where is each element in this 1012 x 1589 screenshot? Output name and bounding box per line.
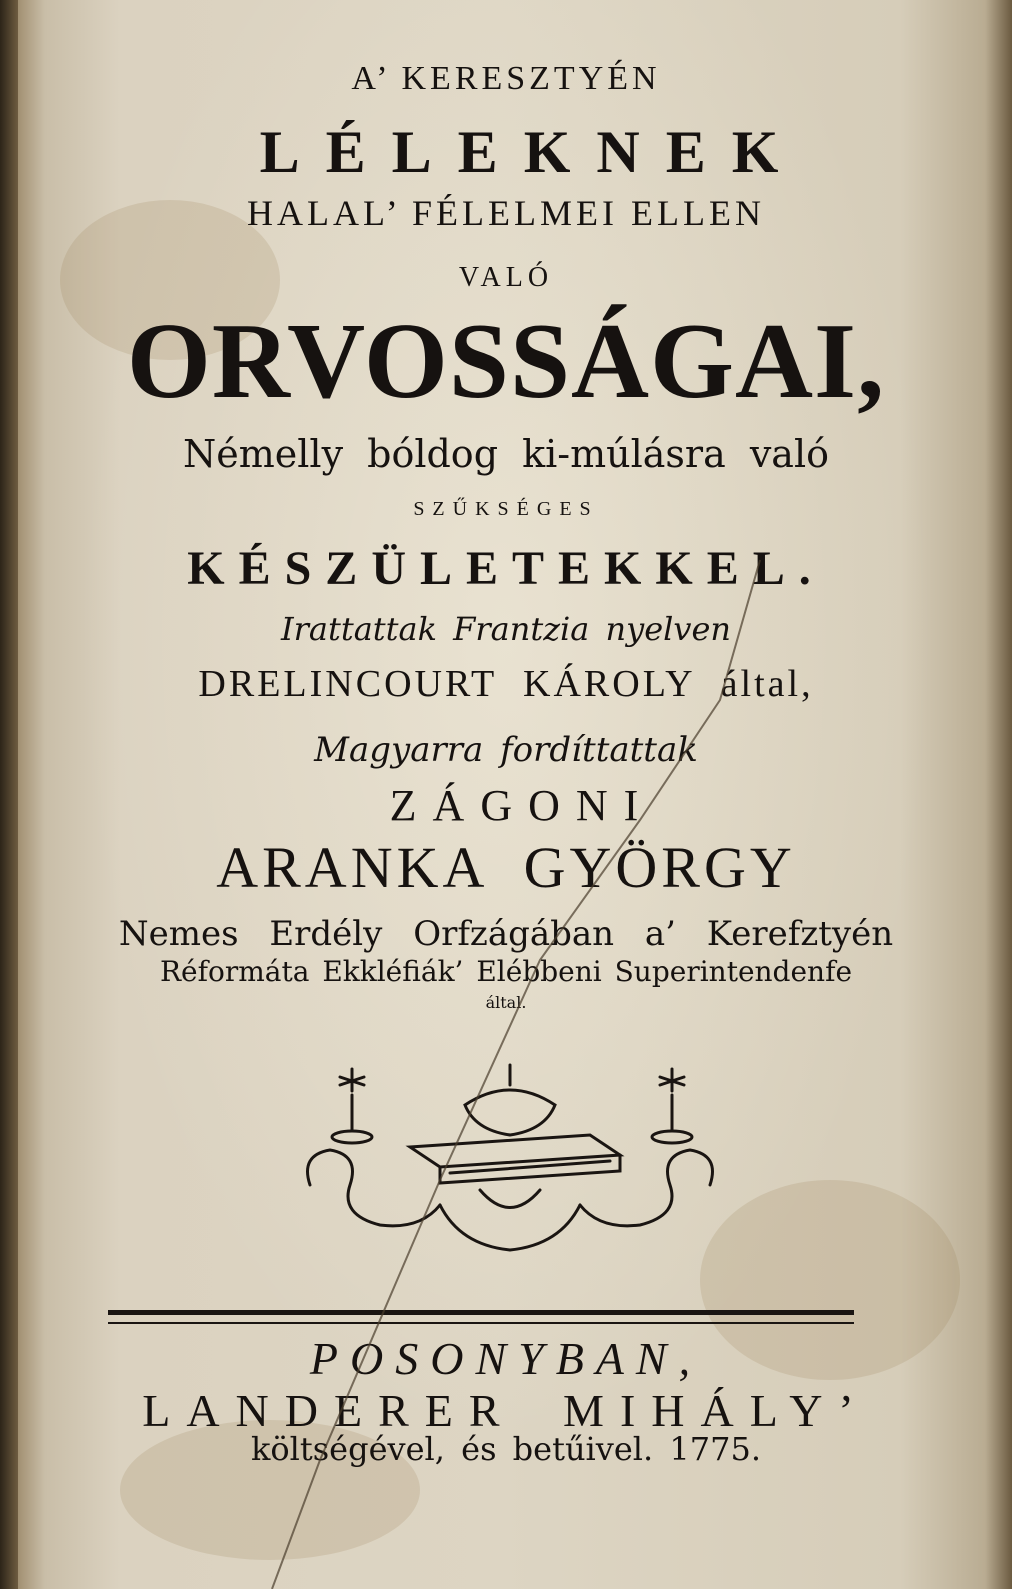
- imprint-printer: LANDERER MIHÁLY’: [142, 1385, 870, 1436]
- main-title: ORVOSSÁGAI,: [126, 302, 886, 421]
- translation-line: Magyarra fordíttattak: [314, 730, 698, 770]
- translator-title-3: által.: [485, 993, 527, 1012]
- translator-name: ARANKA GYÖRGY: [216, 835, 796, 900]
- divider-rule: [108, 1322, 854, 1324]
- subtitle-line: Némelly bóldog ki-múlásra való: [183, 432, 829, 476]
- title-line-3: HALAL’ FÉLELMEI ELLEN: [247, 193, 765, 233]
- original-language-line: Irattattak Frantzia nyelven: [280, 610, 732, 648]
- title-line-1: A’ KERESZTYÉN: [351, 60, 661, 97]
- printers-ornament: [290, 1055, 730, 1255]
- translator-title-2: Réformáta Ekkléfiák’ Elébbeni Superintendenfe: [159, 955, 853, 988]
- translator-prefix: ZÁGONI: [389, 781, 655, 830]
- imprint-colophon: költségével, és betűivel. 1775.: [251, 1430, 761, 1468]
- author-line: DRELINCOURT KÁROLY által,: [198, 663, 814, 705]
- title-line-2: LÉLEKNEK: [259, 119, 805, 185]
- title-line-4: VALÓ: [458, 262, 554, 293]
- translator-title-1: Nemes Erdély Orfzágában a’ Kerefztyén: [118, 914, 894, 954]
- imprint-city: POSONYBAN,: [309, 1333, 703, 1384]
- divider-rule: [108, 1310, 854, 1315]
- subtitle-caps-small: SZŰKSÉGES: [413, 498, 599, 520]
- subtitle-caps-large: KÉSZÜLETEKKEL.: [187, 542, 825, 595]
